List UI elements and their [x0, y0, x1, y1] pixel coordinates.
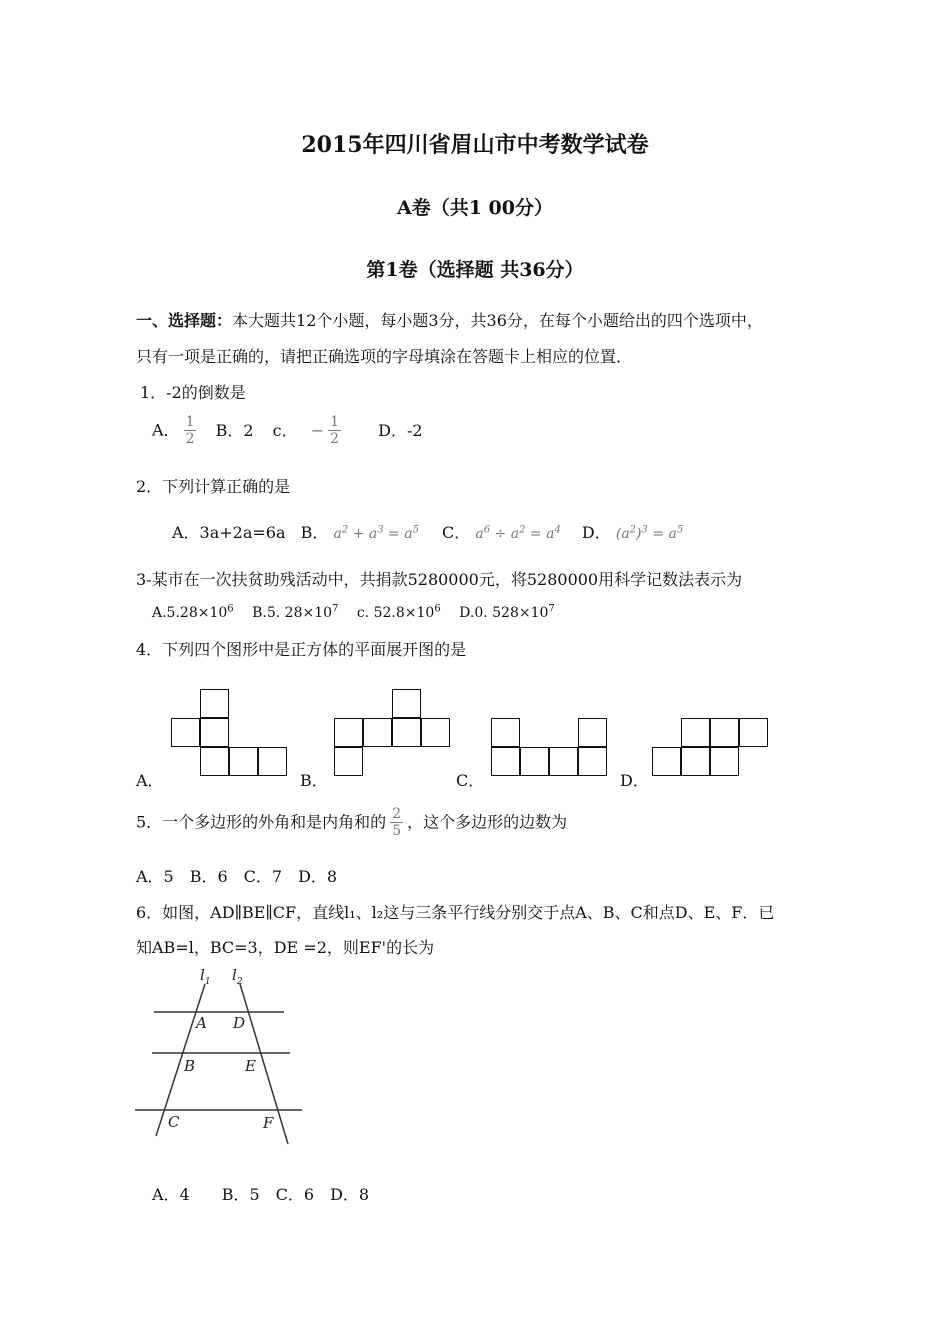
q2-a: A．3a+2a=6a — [172, 523, 286, 542]
q1-b: B．2 — [215, 420, 254, 440]
part1-heading: 第1卷（选择题 共36分） — [366, 259, 584, 281]
q3-a: $A.5.28\times 10^6$ — [152, 603, 234, 621]
q4-c-label: C． — [456, 771, 485, 790]
label-l1: $l_1$ — [200, 966, 211, 987]
q5-fraction: $\frac{2}{5}$ — [392, 806, 402, 839]
instructions-line2: 只有一项是正确的，请把正确选项的字母填涂在答题卡上相应的位置． — [136, 347, 633, 366]
q3-c: c. $52.8\times 10^6$ — [356, 603, 441, 621]
instructions-text1: 本大题共12个小题，每小题3分，共36分，在每个小题给出的四个选项中， — [232, 311, 763, 330]
q1-options — [152, 414, 423, 447]
section-a-heading: A卷（共1 00分） — [396, 197, 554, 219]
q4-a-label: A． — [136, 771, 164, 790]
q2-b-label: B． — [300, 523, 329, 542]
q6-options: A．4 B．5 C．6 D．8 — [152, 1185, 370, 1204]
q2-c-expr: $a^6 \div a^2 = a^4$ — [475, 524, 561, 542]
label-e: E — [245, 1057, 256, 1075]
label-c: C — [168, 1113, 180, 1131]
q2-stem: 2．下列计算正确的是 — [136, 477, 291, 496]
q1-a-fraction: $\frac{1}{2}$ — [185, 414, 195, 447]
q4-d-label: D． — [620, 771, 649, 790]
q1-d: D．-2 — [378, 420, 423, 440]
q6-line1: 6．如图，AD∥BE∥CF，直线l₁、l₂这与三条平行线分别交于点A、B、C和点D、E、F．已 — [136, 903, 775, 922]
q4-b-label: B． — [300, 771, 328, 790]
q6-parallel-lines-figure — [130, 962, 310, 1147]
q1-stem: 1．-2的倒数是 — [140, 383, 246, 402]
q2-b-expr: $a^2 + a^3 = a^5$ — [333, 524, 419, 542]
q1-c-minus: − — [310, 420, 325, 440]
q1-a-label: A． — [152, 420, 180, 440]
q5-stem-post: ，这个多边形的边数为 — [407, 812, 568, 832]
q2-d-expr: $(a^2)^3 = a^5$ — [615, 524, 684, 542]
label-f: F — [263, 1114, 274, 1132]
q2-c-label: C． — [442, 523, 471, 542]
q5-options: A．5 B．6 C．7 D．8 — [136, 867, 338, 886]
q3-b: B.5. $28\times 10^7$ — [252, 603, 339, 621]
transversal-l1 — [156, 984, 205, 1136]
label-d: D — [233, 1014, 246, 1032]
q5-stem — [136, 806, 567, 839]
q6-line2: 知AB=l，BC=3，DE =2，则EF'的长为 — [136, 938, 435, 957]
q5-stem-pre: 5．一个多边形的外角和是内角和的 — [136, 812, 387, 832]
label-l2: $l_2$ — [232, 966, 243, 987]
q1-c-fraction: $\frac{1}{2}$ — [330, 414, 340, 447]
instructions-line1 — [136, 308, 763, 331]
label-b: B — [184, 1057, 196, 1075]
q3-options — [152, 603, 555, 621]
q3-stem: 3-某市在一次扶贫助残活动中，共捐款5280000元，将5280000用科学记数法表示为 — [136, 570, 743, 589]
instructions-label: 一、选择题： — [136, 311, 233, 330]
q4-stem: 4．下列四个图形中是正方体的平面展开图的是 — [136, 640, 467, 659]
label-a: A — [196, 1014, 207, 1032]
q2-options — [172, 520, 683, 543]
q3-d: D.0. $528\times 10^7$ — [459, 603, 555, 621]
q1-c-label: c． — [272, 420, 298, 440]
page-title: 2015年四川省眉山市中考数学试卷 — [301, 132, 649, 158]
q2-d-label: D． — [581, 523, 611, 542]
